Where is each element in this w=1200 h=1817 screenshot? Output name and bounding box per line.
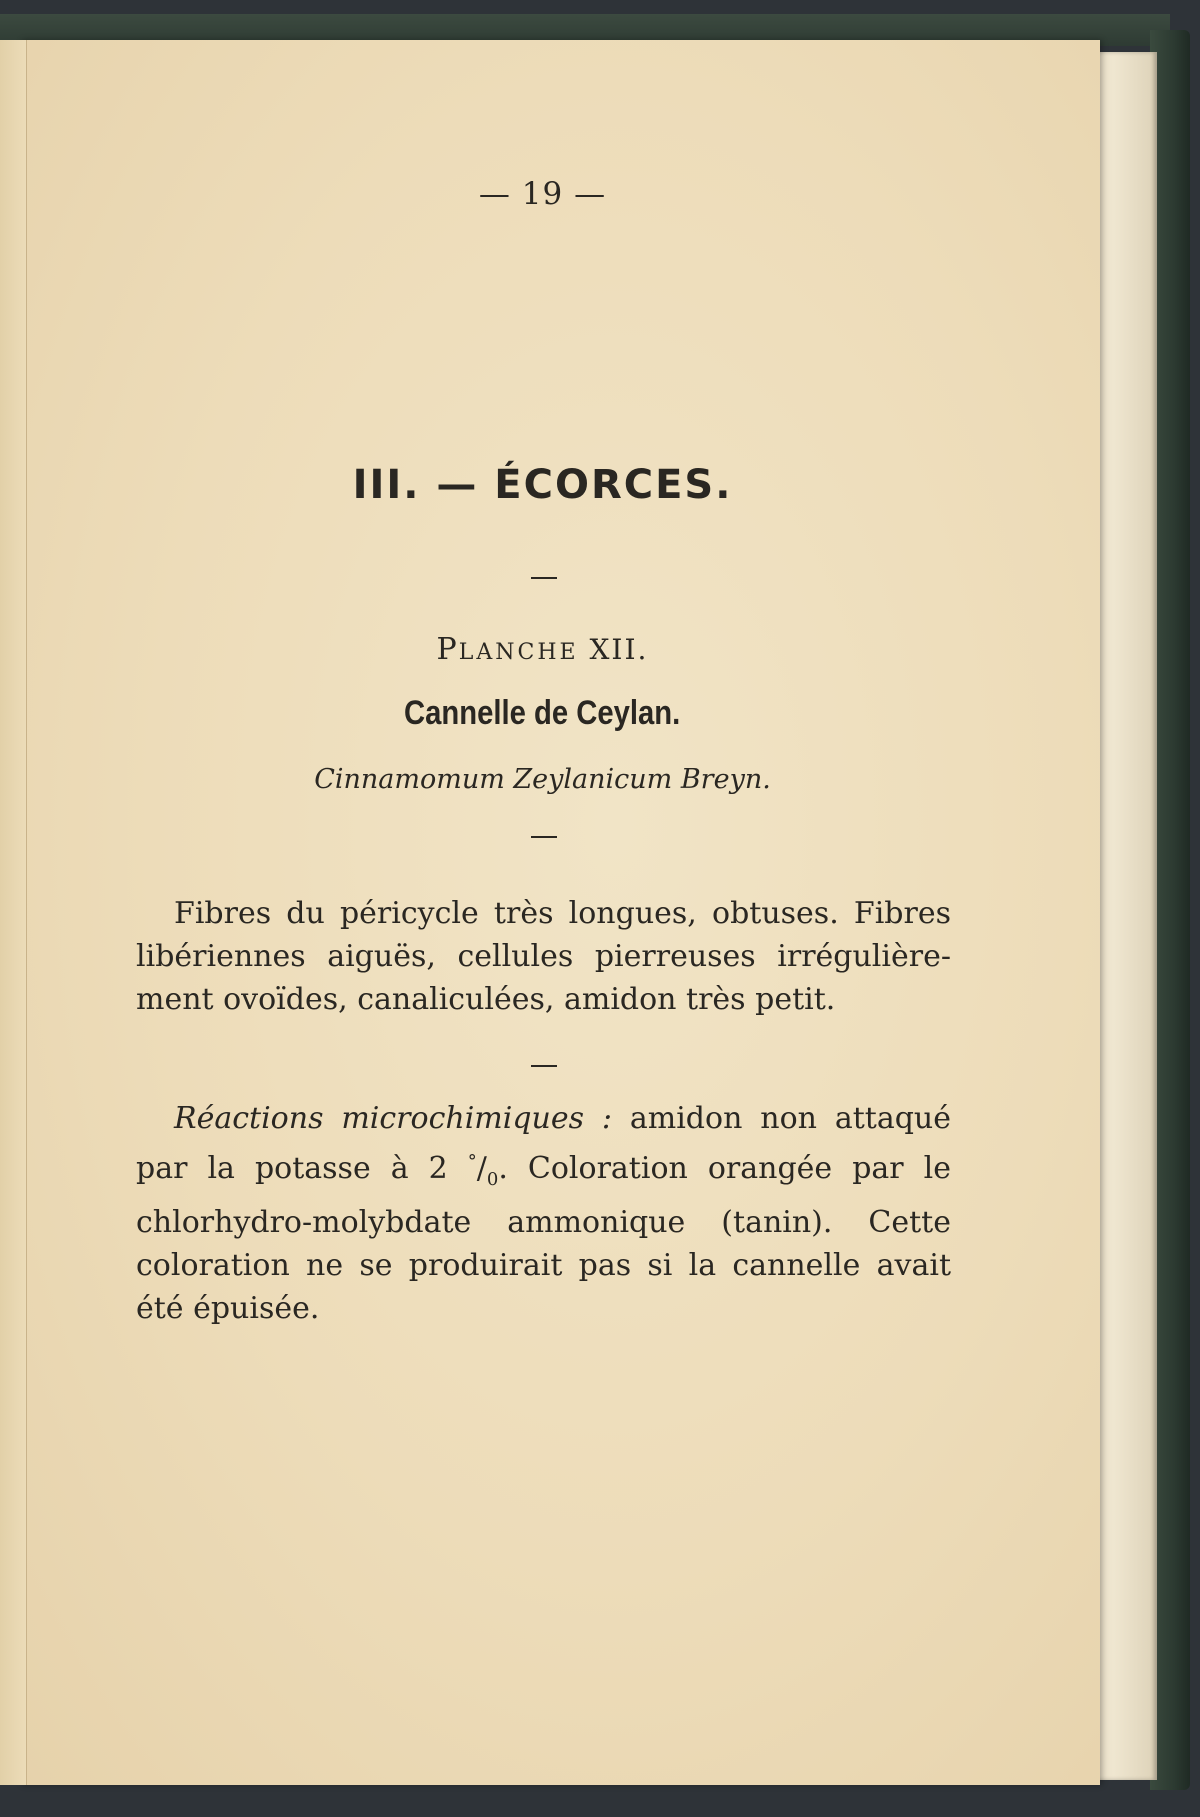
reactions-text: amidon non attaqué — [629, 1101, 951, 1136]
rule-2 — [531, 836, 557, 838]
common-name: Cannelle de Ceylan. — [404, 694, 681, 732]
page-gutter — [0, 40, 27, 1785]
rule-3 — [531, 1065, 557, 1067]
percent-degree: ° — [467, 1151, 477, 1172]
plate-label-initial: P — [436, 632, 459, 667]
plate-heading — [0, 632, 1085, 667]
plate-label-rest: LANCHE — [458, 640, 579, 665]
percent-zero: 0 — [486, 1169, 499, 1190]
description-line: ment ovoïdes, canaliculées, amidon très petit. — [136, 982, 836, 1017]
description-line: Fibres du péricycle très longues, obtuses. Fibres — [174, 896, 951, 931]
latin-name: Cinnamomum Zeylanicum Breyn. — [314, 764, 771, 795]
section-title: III. — ÉCORCES. — [352, 462, 733, 508]
reactions-line: par la potasse à 2 $^\circ/_0$. Coloration orangée par le — [136, 1151, 951, 1190]
reactions-line: coloration ne se produirait pas si la cannelle avait — [136, 1248, 951, 1283]
percent-slash: / — [476, 1151, 487, 1186]
reactions-line: chlorhydro-molybdate ammonique (tanin). Cette — [136, 1205, 951, 1240]
reactions-label: Réactions microchimiques : — [174, 1101, 612, 1136]
description-line: libériennes aiguës, cellules pierreuses irrégulière- — [136, 939, 951, 974]
description-paragraph — [136, 892, 951, 1021]
rule-1 — [531, 577, 557, 579]
reactions-text: Coloration orangée par le — [527, 1151, 951, 1186]
reactions-line — [136, 1097, 951, 1140]
page-number: — 19 — — [478, 176, 607, 212]
plate-number: XII. — [589, 633, 649, 666]
reactions-paragraph — [136, 1097, 951, 1330]
reactions-line: été épuisée. — [136, 1291, 320, 1326]
reactions-text: par la potasse à 2 — [136, 1151, 448, 1186]
